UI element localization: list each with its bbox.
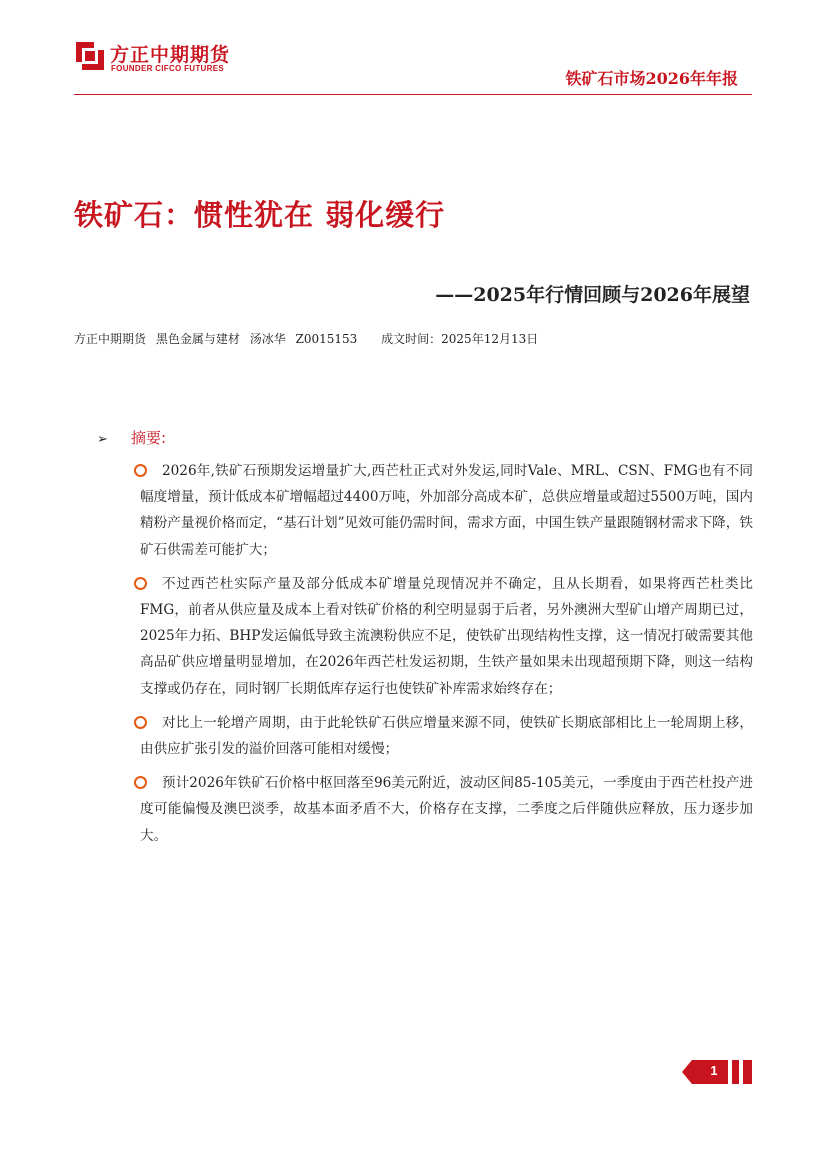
founder-logo-icon [74, 40, 106, 72]
logo-english-name: FOUNDER CIFCO FUTURES [111, 64, 224, 73]
header-divider [74, 94, 752, 95]
page-number-badge [682, 1059, 752, 1085]
summary-item-text: 预计2026年铁矿石价格中枢回落至96美元附近，波动区间85-105美元，一季度由于西芒杜投产进度可能偏慢及澳巴淡季，故基本面矛盾不大，价格存在支撑，二季度之后伴随供应释放，压力逐步加大。 [140, 775, 753, 844]
meta-company: 方正中期期货 [74, 332, 147, 346]
page-subtitle: ——2025年行情回顾与2026年展望 [435, 284, 750, 306]
page-title: 铁矿石：惯性犹在 弱化缓行 [74, 198, 446, 232]
meta-date: 2025年12月13日 [441, 332, 539, 346]
page-number: 1 [710, 1063, 718, 1078]
summary-item [136, 710, 753, 762]
circle-bullet-icon [134, 716, 147, 729]
arrow-bullet-icon: ➢ [97, 432, 108, 447]
summary-list [136, 458, 753, 857]
summary-item [136, 770, 753, 849]
summary-item [136, 571, 753, 702]
meta-department: 黑色金属与建材 [155, 332, 240, 346]
summary-item-text: 不过西芒杜实际产量及部分低成本矿增量兑现情况并不确定，且从长期看，如果将西芒杜类比FMG，前者从供应量及成本上看对铁矿价格的利空明显弱于后者，另外澳洲大型矿山增产周期已过，2025年力拓、BHP发运偏低导致主流澳粉供应不足，使铁矿出现结构性支撑，这一情况打破需要其他高品矿供应增量明显增加，在2026年西芒杜发运初期，生铁产量如果未出现超预期下降，则这一结构支撑或仍存在，同时钢厂长期低库存运行也使铁矿补库需求始终存在； [140, 575, 753, 697]
summary-item-text: 对比上一轮增产周期，由于此轮铁矿石供应增量来源不同，使铁矿长期底部相比上一轮周期上移，由供应扩张引发的溢价回落可能相对缓慢； [140, 714, 753, 758]
meta-analyst: 汤冰华 [249, 332, 286, 346]
report-type-label: 铁矿石市场2026年年报 [565, 69, 738, 88]
meta-date-label: 成文时间： [381, 332, 442, 346]
circle-bullet-icon [134, 464, 147, 477]
summary-item-text: 2026年,铁矿石预期发运增量扩大,西芒杜正式对外发运,同时Vale、MRL、CSN、FMG也有不同幅度增量，预计低成本矿增幅超过4400万吨，外加部分高成本矿，总供应增量或超过5500万吨，国内精粉产量视价格而定，“基石计划”见效可能仍需时间，需求方面，中国生铁产量跟随钢材需求下降，铁矿石供需差可能扩大； [140, 463, 753, 558]
summary-heading-label: 摘要: [131, 429, 167, 447]
summary-heading [97, 427, 166, 448]
circle-bullet-icon [134, 577, 147, 590]
logo-chinese-name: 方正中期期货 [110, 44, 231, 66]
meta-license: Z0015153 [295, 332, 358, 346]
company-logo [74, 40, 274, 76]
summary-item [136, 458, 753, 563]
author-meta-line [74, 330, 544, 347]
